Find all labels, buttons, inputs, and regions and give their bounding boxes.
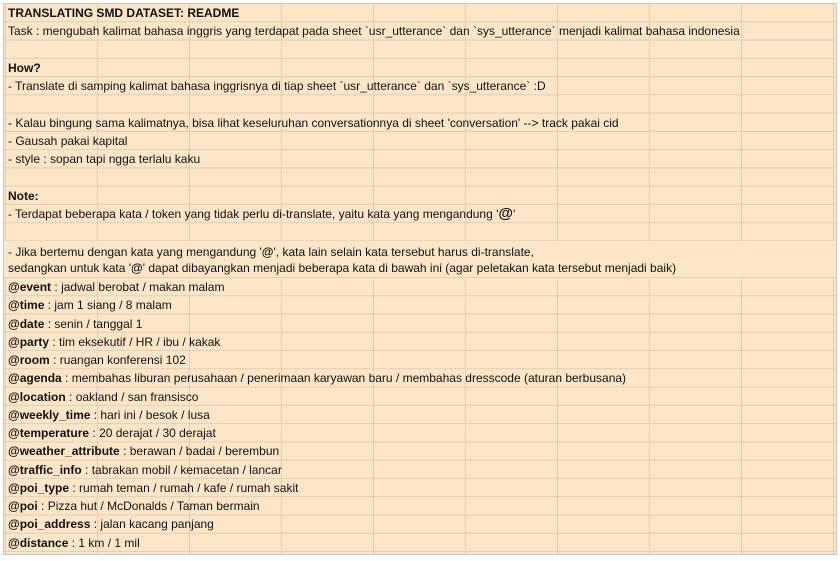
token-row[interactable]: [4, 369, 836, 387]
token-key: @temperature: [8, 426, 90, 441]
note-text: - Terdapat beberapa kata / token yang tidak perlu di-translate, yaitu kata yang mengandung ': [8, 206, 499, 221]
cell-empty[interactable]: [4, 41, 836, 59]
token-row[interactable]: [4, 388, 836, 406]
cell-note-header[interactable]: [4, 187, 836, 205]
spreadsheet-grid: [3, 3, 837, 555]
cell-how-item[interactable]: [4, 77, 836, 95]
token-value: : 1 km / 1 mil: [68, 535, 140, 550]
token-value: : tabrakan mobil / kemacetan / lancar: [81, 462, 282, 477]
token-value: : 20 derajat / 30 derajat: [89, 426, 216, 441]
cell-how-item[interactable]: [4, 114, 836, 132]
token-row[interactable]: [4, 278, 836, 296]
token-key: @traffic_info: [8, 462, 82, 477]
token-row[interactable]: [4, 442, 836, 460]
how-item-text: - Kalau bingung sama kalimatnya, bisa lihat keseluruhan conversationnya di sheet 'conversation' --> track pakai cid: [8, 115, 619, 130]
cell-how-item[interactable]: [4, 132, 836, 150]
token-row[interactable]: [4, 515, 836, 533]
token-key: @poi_type: [8, 480, 70, 495]
note-detail-text: ', kata lain selain kata tersebut harus di-translate,: [273, 245, 534, 260]
token-value: : ruangan konferensi 102: [49, 353, 186, 368]
token-value: : berawan / badai / berembun: [119, 444, 280, 459]
token-key: @agenda: [8, 371, 62, 386]
how-item-text: - style : sopan tapi ngga terlalu kaku: [8, 152, 201, 167]
token-row[interactable]: [4, 351, 836, 369]
note-heading: Note:: [8, 188, 39, 203]
cell-title[interactable]: [4, 4, 836, 22]
note-detail-text: - Jika bertemu dengan kata yang mengandung ': [8, 245, 262, 260]
token-value: : jam 1 siang / 8 malam: [44, 298, 172, 313]
token-key: @poi_address: [8, 517, 91, 532]
token-key: @weekly_time: [8, 407, 91, 422]
how-heading: How?: [8, 60, 41, 75]
cell-note-detail[interactable]: [4, 241, 836, 278]
token-key: @time: [8, 298, 45, 313]
token-key: @event: [8, 279, 52, 294]
token-row[interactable]: [4, 406, 836, 424]
how-item-text: - Translate di samping kalimat bahasa inggrisnya di tiap sheet `usr_utterance` dan `sys_utterance` :D: [8, 79, 546, 94]
cell-empty[interactable]: [4, 168, 836, 186]
note-detail-text: ' dapat dibayangkan menjadi beberapa kata di bawah ini (agar peletakan kata tersebut menjadi baik): [142, 261, 677, 276]
readme-title: TRANSLATING SMD DATASET: README: [8, 6, 240, 20]
token-row[interactable]: [4, 479, 836, 497]
token-row[interactable]: [4, 333, 836, 351]
cell-task[interactable]: [4, 22, 836, 40]
token-row[interactable]: [4, 315, 836, 333]
note-suffix: ': [513, 206, 516, 221]
token-key: @distance: [8, 535, 69, 550]
token-key: @room: [8, 353, 50, 368]
cell-note-line[interactable]: [4, 205, 836, 223]
cell-empty[interactable]: [4, 223, 836, 241]
cell-empty[interactable]: [4, 95, 836, 113]
token-value: : jalan kacang panjang: [90, 517, 214, 532]
token-key: @location: [8, 389, 66, 404]
cell-how-header[interactable]: [4, 59, 836, 77]
token-row[interactable]: [4, 461, 836, 479]
token-row[interactable]: [4, 534, 836, 552]
token-value: : oakland / san fransisco: [65, 389, 199, 404]
at-symbol: @: [261, 245, 274, 260]
task-text: Task : mengubah kalimat bahasa inggris yang terdapat pada sheet `usr_utterance` dan `sys_utterance` menjadi kalimat bahasa indonesia: [8, 24, 740, 39]
at-symbol: @: [131, 261, 143, 276]
token-key: @poi: [8, 499, 38, 514]
token-value: : tim eksekutif / HR / ibu / kakak: [49, 334, 221, 349]
how-item-text: - Gausah pakai kapital: [8, 133, 128, 148]
token-key: @weather_attribute: [8, 444, 120, 459]
note-detail-text: sedangkan untuk kata ': [8, 261, 132, 276]
token-key: @party: [8, 334, 50, 349]
token-value: : senin / tanggal 1: [44, 316, 143, 331]
cell-how-item[interactable]: [4, 150, 836, 168]
token-row[interactable]: [4, 497, 836, 515]
token-key: @date: [8, 316, 45, 331]
token-value: : membahas liburan perusahaan / penerimaan karyawan baru / membahas dresscode (aturan berbusana): [61, 371, 627, 386]
token-value: : jadwal berobat / makan malam: [51, 279, 225, 294]
at-symbol: @: [498, 204, 514, 222]
token-row[interactable]: [4, 296, 836, 314]
token-value: : Pizza hut / McDonalds / Taman bermain: [37, 499, 260, 514]
token-value: : rumah teman / rumah / kafe / rumah sakit: [69, 480, 299, 495]
token-value: : hari ini / besok / lusa: [90, 407, 210, 422]
token-row[interactable]: [4, 424, 836, 442]
